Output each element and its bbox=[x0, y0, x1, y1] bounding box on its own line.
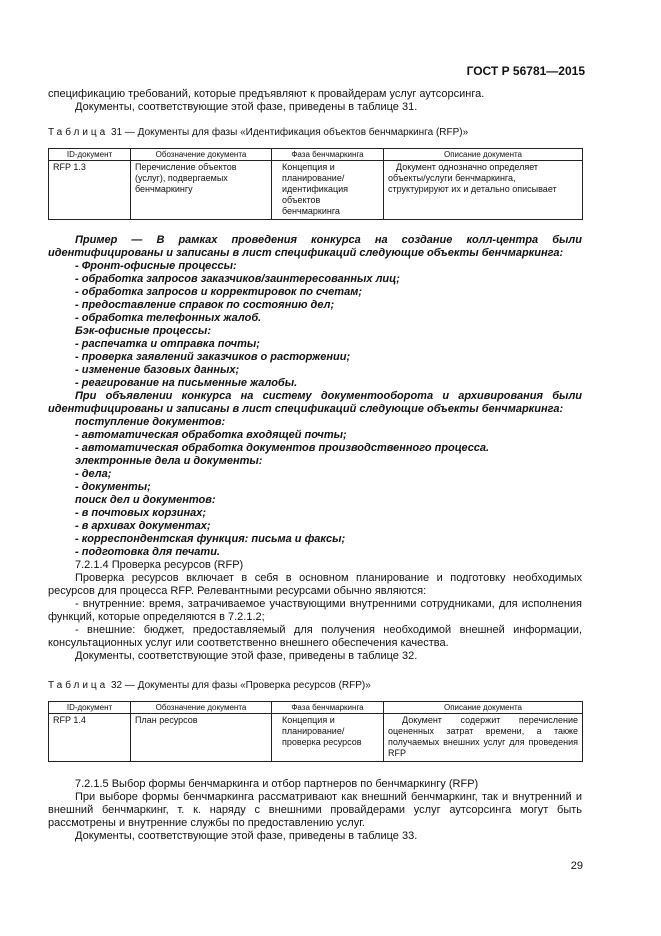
list-item: - реагирование на письменные жалобы. bbox=[75, 377, 298, 389]
table-31-caption-lead: Таблица bbox=[48, 127, 109, 138]
cell-id: RFP 1.4 bbox=[49, 714, 131, 762]
list-item: - подготовка для печати. bbox=[75, 546, 220, 558]
header-cell: Описание документа bbox=[384, 149, 583, 161]
cell-name: План ресурсов bbox=[131, 714, 272, 762]
cell-name: Перечисление объектов (услуг), подвергаемых бенчмаркингу bbox=[131, 161, 272, 220]
header-cell: ID-документ bbox=[49, 149, 131, 161]
list-item: - в архивах документах; bbox=[75, 520, 211, 532]
table-32-caption-text: 32 — Документы для фазы «Проверка ресурсов (RFP)» bbox=[111, 680, 371, 691]
list-item: - корреспондентская функция: письма и факсы; bbox=[75, 533, 346, 545]
table-31-caption bbox=[48, 126, 582, 139]
cell-phase: Концепция и планирование/ проверка ресурсов bbox=[272, 714, 384, 762]
table-row bbox=[49, 714, 583, 762]
list-item: - предоставление справок по состоянию дел; bbox=[75, 299, 335, 311]
list-item: - обработка телефонных жалоб. bbox=[75, 312, 262, 324]
table-header-row bbox=[49, 149, 583, 161]
example-lead-2: При объявлении конкурса на систему документооборота и архивирования были идентифицированы и записаны в лист спецификаций следующие объекты бенчмаркинга: bbox=[48, 390, 582, 415]
table-header-row bbox=[49, 702, 583, 714]
list-item: - в почтовых корзинах; bbox=[75, 507, 207, 519]
table-31-caption-text: 31 — Документы для фазы «Идентификация объектов бенчмаркинга (RFP)» bbox=[111, 127, 469, 138]
paragraph: Документы, соответствующие этой фазе, приведены в таблице 32. bbox=[75, 650, 418, 662]
page-number: 29 bbox=[570, 860, 583, 872]
page-content bbox=[48, 88, 582, 843]
paragraph: Документы, соответствующие этой фазе, приведены в таблице 33. bbox=[75, 830, 418, 842]
list-item: - дела; bbox=[75, 468, 112, 480]
paragraph: - внутренние: время, затрачиваемое участвующими внутренними сотрудниками, для исполнения функций, которые определяются в 7.2.1.2; bbox=[48, 598, 582, 623]
example-lead: Пример — В рамках проведения конкурса на создание колл-центра были идентифицированы и записаны в лист спецификаций следующие объекты бенчмаркинга: bbox=[48, 234, 582, 259]
group-title: поиск дел и документов: bbox=[75, 494, 216, 506]
table-31 bbox=[48, 148, 583, 220]
example-back-title: Бэк-офисные процессы: bbox=[75, 325, 211, 337]
list-item: - изменение базовых данных; bbox=[75, 364, 240, 376]
list-item: - распечатка и отправка почты; bbox=[75, 338, 260, 350]
section-heading-7-2-1-5: 7.2.1.5 Выбор формы бенчмаркинга и отбор партнеров по бенчмаркингу (RFP) bbox=[75, 778, 479, 790]
header-cell: Описание документа bbox=[384, 702, 583, 714]
list-item: - обработка запросов заказчиков/заинтересованных лиц; bbox=[75, 273, 400, 285]
cell-description: Документ содержит перечисление оцененных затрат времени, а также получаемых внешних услуг для проведения RFP bbox=[384, 714, 583, 762]
list-item: - документы; bbox=[75, 481, 151, 493]
table-32-caption bbox=[48, 679, 582, 692]
group-title: электронные дела и документы: bbox=[75, 455, 263, 467]
header-cell: Фаза бенчмаркинга bbox=[272, 702, 384, 714]
header-cell: Фаза бенчмаркинга bbox=[272, 149, 384, 161]
paragraph: Проверка ресурсов включает в себя в основном планирование и подготовку необходимых ресурсов для процесса RFP. Релевантными ресурсами обычно являются: bbox=[48, 572, 582, 597]
group-title: поступление документов: bbox=[75, 416, 226, 428]
document-code: ГОСТ Р 56781—2015 bbox=[466, 64, 585, 78]
list-item: - проверка заявлений заказчиков о расторжении; bbox=[75, 351, 351, 363]
list-item: - обработка запросов и корректировок по счетам; bbox=[75, 286, 362, 298]
header-cell: Обозначение документа bbox=[131, 149, 272, 161]
header-cell: Обозначение документа bbox=[131, 702, 272, 714]
example-front-title: - Фронт-офисные процессы: bbox=[75, 260, 237, 272]
table-row bbox=[49, 161, 583, 220]
list-item: - автоматическая обработка входящей почты; bbox=[75, 429, 347, 441]
section-heading-7-2-1-4: 7.2.1.4 Проверка ресурсов (RFP) bbox=[75, 559, 244, 571]
header-cell: ID-документ bbox=[49, 702, 131, 714]
example-block bbox=[48, 234, 582, 559]
intro-line-2: Документы, соответствующие этой фазе, приведены в таблице 31. bbox=[75, 101, 418, 113]
paragraph: - внешние: бюджет, предоставляемый для получения необходимой внешней информации, консультационных услуг или соответственно внешнего обеспечения качества. bbox=[48, 624, 582, 649]
cell-id: RFP 1.3 bbox=[49, 161, 131, 220]
cell-description: Документ однозначно определяет объекты/услуги бенчмаркинга, структурируют их и детально описывает bbox=[384, 161, 583, 220]
table-32 bbox=[48, 701, 583, 762]
intro-line-1: спецификацию требований, которые предъявляют к провайдерам услуг аутсорсинга. bbox=[48, 88, 485, 100]
cell-phase: Концепция и планирование/ идентификация объектов бенчмаркинга bbox=[272, 161, 384, 220]
table-32-caption-lead: Таблица bbox=[48, 680, 109, 691]
paragraph: При выборе формы бенчмаркинга рассматривают как внешний бенчмаркинг, так и внутренний и внешний бенчмаркинг, т. к. наряду с внешними провайдерами услуг аутсорсинга могут быть рассмотрены и внутренние службы по предоставлению услуг. bbox=[48, 791, 582, 829]
list-item: - автоматическая обработка документов производственного процесса. bbox=[75, 442, 490, 454]
